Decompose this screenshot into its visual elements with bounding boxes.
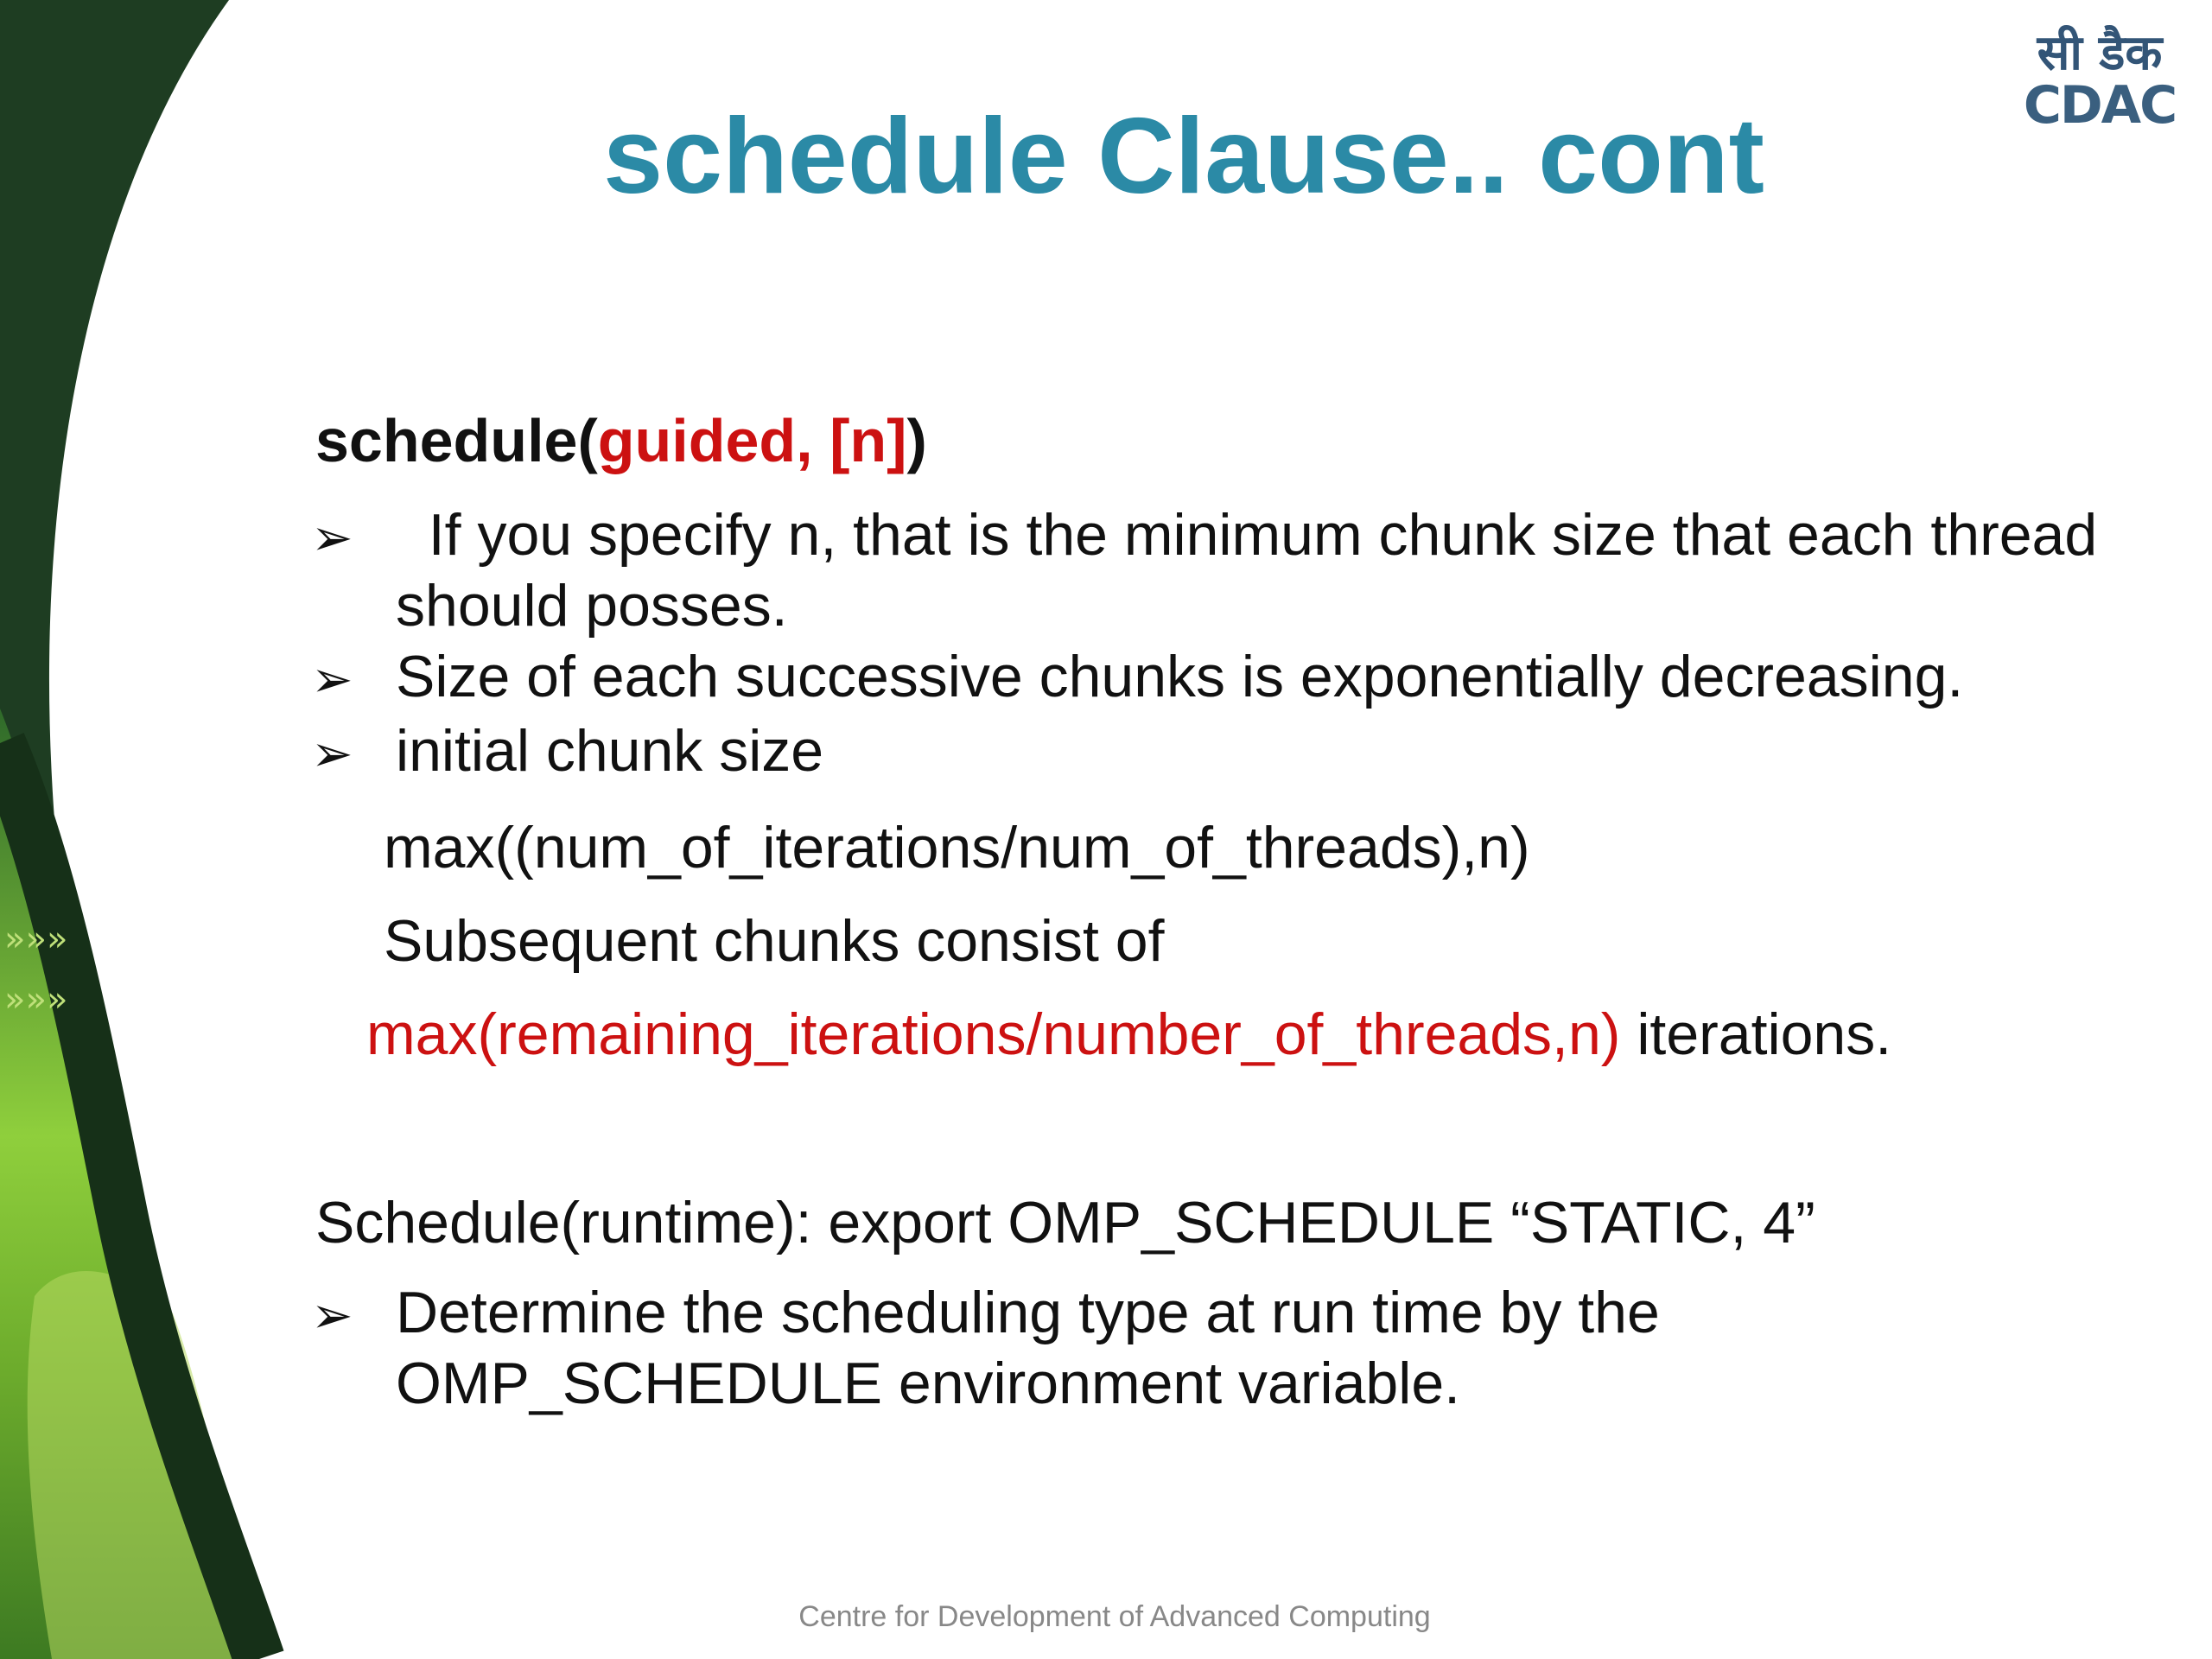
heading-args: guided, [n]: [597, 407, 907, 474]
subsequent-chunks-line: [366, 1001, 1891, 1068]
bullet-text: Determine the scheduling type at run time by the: [396, 1280, 1660, 1345]
initial-chunk-formula: max((num_of_iterations/num_of_threads),n): [384, 815, 1530, 880]
arrow-bullet-icon: ➢: [311, 650, 353, 709]
bullet-exponential-decrease: [311, 639, 1963, 716]
heading-suffix: ): [906, 407, 927, 474]
cdac-logo: [2013, 25, 2186, 136]
bullet-runtime-type-continuation: OMP_SCHEDULE environment variable.: [396, 1351, 1461, 1416]
bullet-text: Size of each successive chunks is exponentially decreasing.: [396, 644, 1964, 709]
subsequent-chunks-label: Subsequent chunks consist of: [384, 908, 1165, 974]
bullet-initial-chunk-size: [311, 714, 823, 791]
bullet-text: If you specify n, that is the minimum chunk size that each thread: [396, 502, 2098, 568]
heading-prefix: schedule(: [315, 407, 598, 474]
bullet-min-chunk: [311, 498, 2097, 575]
slide-title: schedule Clause.. cont: [603, 97, 1764, 216]
arrow-bullet-icon: ➢: [311, 724, 353, 783]
bullet-min-chunk-continuation: should posses.: [396, 573, 788, 639]
svg-text:»»»: »»»: [4, 919, 68, 959]
bullet-text: initial chunk size: [396, 718, 824, 784]
slide-footer: Centre for Development of Advanced Computing: [798, 1600, 1431, 1633]
subsequent-suffix: iterations.: [1620, 1001, 1892, 1067]
logo-hindi-text: सी डैक: [2037, 25, 2163, 81]
arrow-bullet-icon: ➢: [311, 1286, 353, 1344]
subsequent-chunk-formula: max(remaining_iterations/number_of_threads,n): [366, 1001, 1621, 1067]
arrow-bullet-icon: ➢: [311, 508, 353, 567]
logo-english-text: CDAC: [2023, 75, 2177, 136]
bullet-runtime-type: [311, 1275, 1660, 1352]
schedule-guided-heading: [315, 406, 927, 475]
svg-text:»»»: »»»: [4, 980, 68, 1020]
schedule-runtime-line: Schedule(runtime): export OMP_SCHEDULE “STATIC, 4”: [315, 1190, 1815, 1255]
